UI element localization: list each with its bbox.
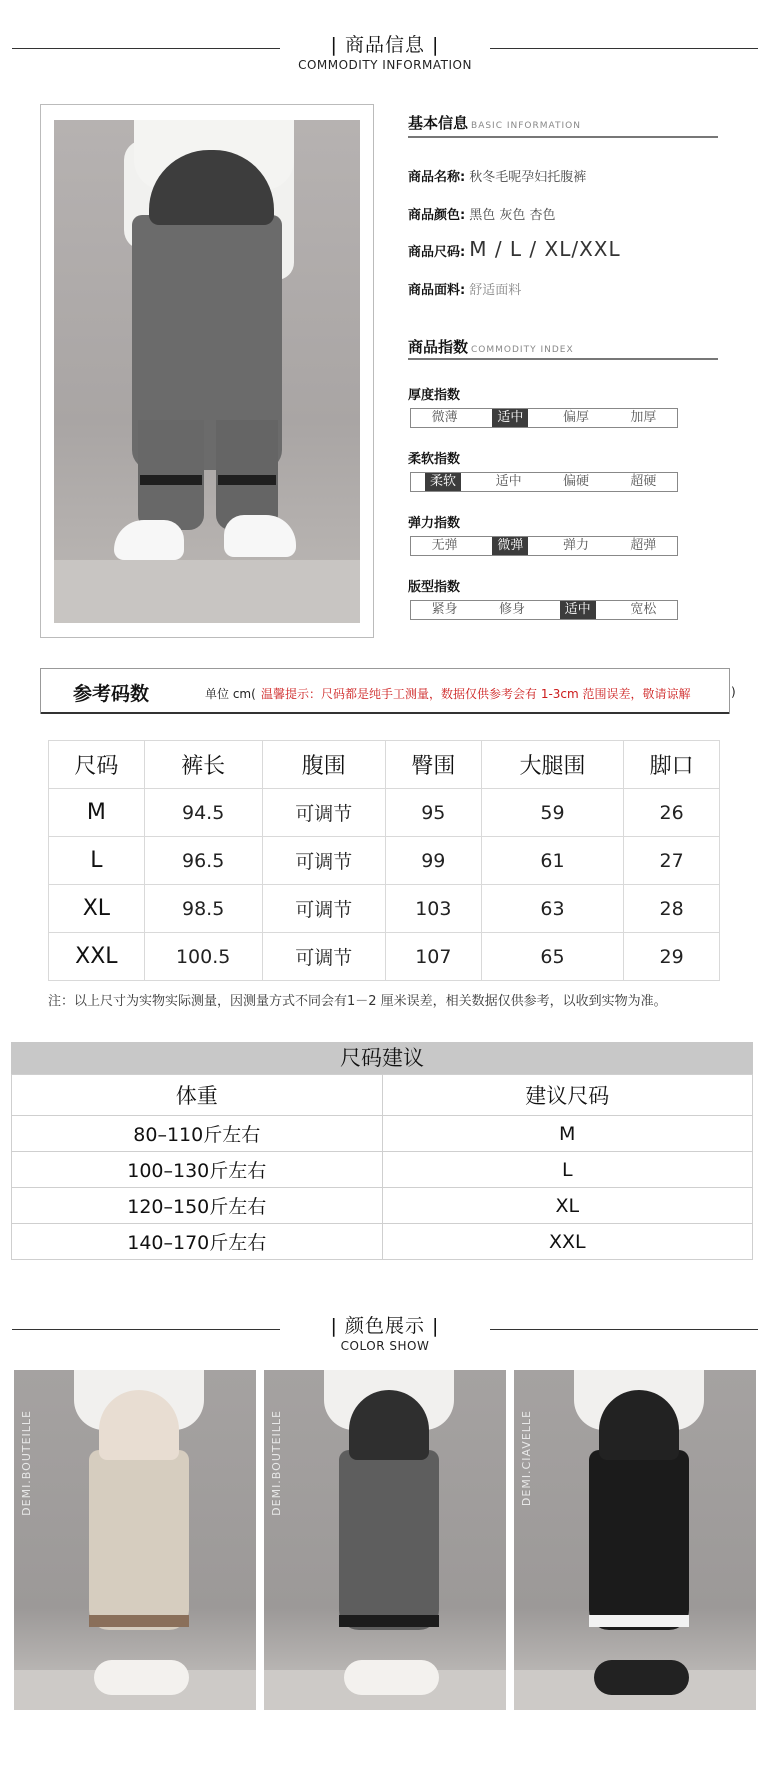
column-header: 尺码 bbox=[49, 741, 145, 789]
table-cell: XXL bbox=[49, 933, 145, 981]
basic-info-title: 基本信息 BASIC INFORMATION bbox=[408, 114, 581, 132]
index-option: 弹力 bbox=[562, 538, 589, 553]
table-cell: 98.5 bbox=[144, 885, 262, 933]
divider bbox=[408, 136, 718, 138]
info-row-name: 商品名称: 秋冬毛呢孕妇托腹裤 bbox=[408, 170, 587, 185]
section-subtitle: COLOR SHOW bbox=[340, 1339, 430, 1353]
table-row bbox=[12, 1224, 753, 1260]
reference-tip: 温馨提示：尺码都是纯手工测量，数据仅供参考会有 1-3cm 范围误差，敬请谅解 bbox=[261, 687, 691, 701]
color-photo-gray bbox=[264, 1370, 506, 1710]
index-option-selected: 柔软 bbox=[425, 473, 461, 491]
size-suggestion-title: 尺码建议 bbox=[11, 1042, 753, 1074]
table-cell: 可调节 bbox=[262, 837, 385, 885]
table-cell: 可调节 bbox=[262, 885, 385, 933]
table-cell: 61 bbox=[481, 837, 624, 885]
column-header: 裤长 bbox=[144, 741, 262, 789]
table-cell: L bbox=[49, 837, 145, 885]
table-cell: 100.5 bbox=[144, 933, 262, 981]
size-table bbox=[48, 740, 720, 981]
reference-title: 参考码数 bbox=[73, 683, 150, 705]
table-cell: 103 bbox=[385, 885, 481, 933]
index-option: 修身 bbox=[498, 602, 525, 617]
section-title: | 商品信息 | bbox=[330, 34, 440, 56]
table-cell: 可调节 bbox=[262, 789, 385, 837]
section-subtitle: COMMODITY INFORMATION bbox=[298, 58, 472, 72]
table-row bbox=[12, 1116, 753, 1152]
wall-text: DEMI.BOUTEILLE bbox=[20, 1410, 33, 1516]
index-scale bbox=[410, 600, 678, 620]
column-header: 臀围 bbox=[385, 741, 481, 789]
commodity-info-header bbox=[0, 14, 770, 74]
table-row bbox=[12, 1152, 753, 1188]
table-cell: 27 bbox=[624, 837, 720, 885]
table-header-row bbox=[49, 741, 720, 789]
index-option: 紧身 bbox=[431, 602, 458, 617]
table-cell: L bbox=[382, 1152, 753, 1188]
table-cell: 26 bbox=[624, 789, 720, 837]
info-row-color: 商品颜色: 黑色 灰色 杏色 bbox=[408, 208, 556, 223]
table-cell: XXL bbox=[382, 1224, 753, 1260]
info-row-fabric: 商品面料: 舒适面料 bbox=[408, 283, 522, 298]
index-label: 柔软指数 bbox=[408, 452, 461, 467]
table-cell: XL bbox=[49, 885, 145, 933]
wall-text: DEMI.BOUTEILLE bbox=[270, 1410, 283, 1516]
color-show-header bbox=[0, 1295, 770, 1355]
index-option: 超弹 bbox=[630, 538, 657, 553]
reference-tip-end: ) bbox=[731, 685, 736, 699]
index-option-selected: 适中 bbox=[560, 601, 596, 619]
index-label: 厚度指数 bbox=[408, 388, 461, 403]
index-scale bbox=[410, 472, 678, 492]
index-option: 宽松 bbox=[630, 602, 657, 617]
color-photo-apricot bbox=[14, 1370, 256, 1710]
table-cell: XL bbox=[382, 1188, 753, 1224]
index-option: 超硬 bbox=[630, 474, 657, 489]
index-option-selected: 微弹 bbox=[492, 537, 528, 555]
table-cell: 80–110斤左右 bbox=[12, 1116, 383, 1152]
table-cell: 63 bbox=[481, 885, 624, 933]
info-row-size: 商品尺码: M / L / XL/XXL bbox=[408, 237, 621, 261]
table-cell: 可调节 bbox=[262, 933, 385, 981]
table-cell: 65 bbox=[481, 933, 624, 981]
basic-info-title-en: BASIC INFORMATION bbox=[471, 121, 581, 131]
index-option-selected: 适中 bbox=[492, 409, 528, 427]
column-header: 腹围 bbox=[262, 741, 385, 789]
table-cell: 59 bbox=[481, 789, 624, 837]
wall-text: DEMI.CIAVELLE bbox=[520, 1410, 533, 1507]
table-cell: 94.5 bbox=[144, 789, 262, 837]
index-option: 微薄 bbox=[431, 410, 458, 425]
table-cell: 140–170斤左右 bbox=[12, 1224, 383, 1260]
reference-unit: 单位 cm( bbox=[205, 687, 256, 701]
reference-size-banner bbox=[40, 668, 736, 714]
index-option: 无弹 bbox=[431, 538, 458, 553]
table-cell: 120–150斤左右 bbox=[12, 1188, 383, 1224]
table-cell: 96.5 bbox=[144, 837, 262, 885]
table-cell: 100–130斤左右 bbox=[12, 1152, 383, 1188]
index-option: 加厚 bbox=[630, 410, 657, 425]
size-note: 注：以上尺寸为实物实际测量，因测量方式不同会有1－2 厘米误差，相关数据仅供参考，以收到实物为准。 bbox=[48, 994, 667, 1009]
index-scale bbox=[410, 536, 678, 556]
table-cell: 107 bbox=[385, 933, 481, 981]
column-header: 建议尺码 bbox=[382, 1075, 753, 1116]
table-row bbox=[49, 837, 720, 885]
commodity-index-title: 商品指数 COMMODITY INDEX bbox=[408, 338, 574, 356]
index-scale bbox=[410, 408, 678, 428]
table-row bbox=[49, 933, 720, 981]
table-cell: M bbox=[49, 789, 145, 837]
product-photo bbox=[54, 120, 360, 623]
column-header: 脚口 bbox=[624, 741, 720, 789]
index-label: 版型指数 bbox=[408, 580, 461, 595]
divider bbox=[408, 358, 718, 360]
column-header: 大腿围 bbox=[481, 741, 624, 789]
table-cell: M bbox=[382, 1116, 753, 1152]
product-photo-frame bbox=[40, 104, 374, 638]
table-cell: 99 bbox=[385, 837, 481, 885]
table-cell: 95 bbox=[385, 789, 481, 837]
table-cell: 28 bbox=[624, 885, 720, 933]
section-title: | 颜色展示 | bbox=[330, 1315, 440, 1337]
index-label: 弹力指数 bbox=[408, 516, 461, 531]
size-suggestion-table bbox=[11, 1074, 753, 1260]
column-header: 体重 bbox=[12, 1075, 383, 1116]
commodity-index-title-en: COMMODITY INDEX bbox=[471, 345, 574, 355]
color-photo-black bbox=[514, 1370, 756, 1710]
table-row bbox=[12, 1188, 753, 1224]
table-row bbox=[49, 885, 720, 933]
index-option: 适中 bbox=[495, 474, 522, 489]
index-option: 偏厚 bbox=[562, 410, 589, 425]
table-row bbox=[49, 789, 720, 837]
table-cell: 29 bbox=[624, 933, 720, 981]
index-option: 偏硬 bbox=[562, 474, 589, 489]
table-header-row bbox=[12, 1075, 753, 1116]
